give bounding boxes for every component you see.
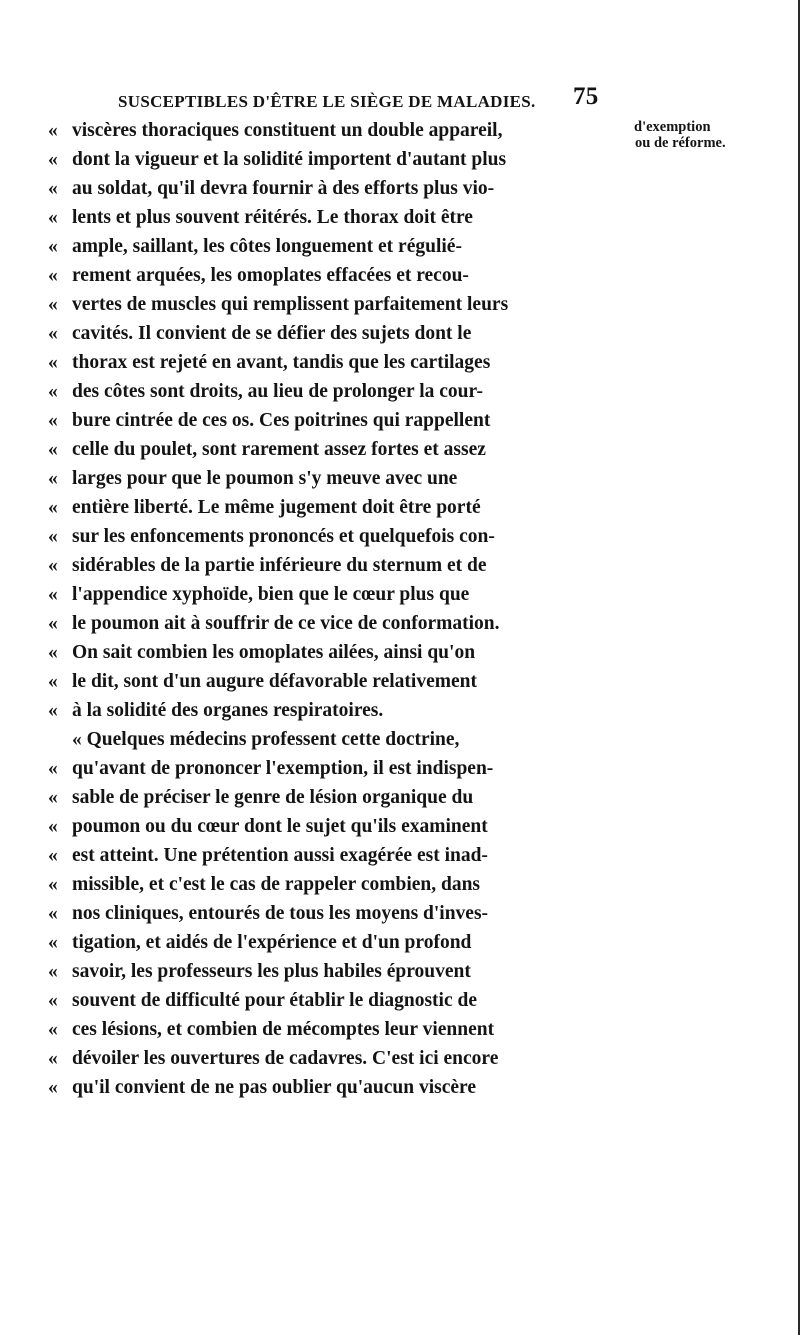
margin-note-line-1: d'exemption [634, 119, 711, 135]
quote-mark: « [48, 294, 58, 315]
line-text: ample, saillant, les côtes longuement et régulié- [72, 236, 462, 257]
text-line [48, 783, 628, 812]
line-text: On sait combien les omoplates ailées, ainsi qu'on [72, 642, 476, 663]
quote-mark: « [48, 1019, 58, 1040]
text-line [48, 841, 628, 870]
text-line [48, 522, 628, 551]
margin-note-line-2: ou de réforme. [635, 135, 726, 151]
text-line [48, 667, 628, 696]
line-text: missible, et c'est le cas de rappeler combien, dans [72, 874, 481, 895]
line-text: le dit, sont d'un augure défavorable relativement [72, 671, 477, 692]
text-line [48, 348, 628, 377]
text-line [48, 957, 628, 986]
text-line [48, 203, 628, 232]
text-line [48, 145, 628, 174]
text-line [48, 116, 628, 145]
text-line [48, 464, 628, 493]
line-text: sur les enfoncements prononcés et quelquefois con- [72, 526, 495, 547]
quote-mark: « [48, 555, 58, 576]
quote-mark: « [48, 149, 58, 170]
quote-mark: « [48, 1048, 58, 1069]
text-line [48, 551, 628, 580]
quote-mark: « [48, 874, 58, 895]
line-text: au soldat, qu'il devra fournir à des efforts plus vio- [72, 178, 495, 199]
text-line [48, 870, 628, 899]
quote-mark: « [48, 439, 58, 460]
quote-mark: « [48, 468, 58, 489]
line-text: est atteint. Une prétention aussi exagérée est inad- [72, 845, 488, 866]
page-number: 75 [573, 83, 599, 110]
line-text: dont la vigueur et la solidité importent d'autant plus [72, 149, 507, 170]
quote-mark: « [48, 1077, 58, 1098]
text-line [48, 609, 628, 638]
text-line [48, 493, 628, 522]
line-text: souvent de difficulté pour établir le diagnostic de [72, 990, 477, 1011]
line-text: thorax est rejeté en avant, tandis que les cartilages [72, 352, 491, 373]
line-text: nos cliniques, entourés de tous les moyens d'inves- [72, 903, 489, 924]
text-line [48, 377, 628, 406]
quote-mark: « [48, 758, 58, 779]
text-line [48, 1073, 628, 1102]
text-line [48, 899, 628, 928]
quote-mark: « [48, 816, 58, 837]
line-text: sable de préciser le genre de lésion organique du [72, 787, 474, 808]
line-text: qu'il convient de ne pas oublier qu'aucun viscère [72, 1077, 476, 1098]
text-line [48, 1015, 628, 1044]
text-line [48, 928, 628, 957]
text-line [48, 725, 628, 754]
text-line [48, 261, 628, 290]
quote-mark: « [48, 990, 58, 1011]
quote-mark: « [48, 584, 58, 605]
line-text: viscères thoraciques constituent un double appareil, [72, 120, 503, 141]
line-text: tigation, et aidés de l'expérience et d'un profond [72, 932, 472, 953]
quote-mark: « [48, 352, 58, 373]
line-text: dévoiler les ouvertures de cadavres. C'est ici encore [72, 1048, 499, 1069]
line-text: sidérables de la partie inférieure du sternum et de [72, 555, 487, 576]
text-line [48, 319, 628, 348]
line-text: ces lésions, et combien de mécomptes leur viennent [72, 1019, 495, 1040]
line-text: vertes de muscles qui remplissent parfaitement leurs [72, 294, 509, 315]
line-text: l'appendice xyphoïde, bien que le cœur plus que [72, 584, 470, 605]
text-line [48, 812, 628, 841]
quote-mark: « [48, 613, 58, 634]
quote-mark: « [48, 207, 58, 228]
quote-mark: « [48, 265, 58, 286]
line-text: le poumon ait à souffrir de ce vice de conformation. [72, 613, 500, 634]
quote-mark: « [48, 410, 58, 431]
body-text [48, 116, 628, 1102]
quote-mark: « [48, 178, 58, 199]
text-line [48, 406, 628, 435]
line-text: « Quelques médecins professent cette doctrine, [72, 729, 460, 750]
text-line [48, 290, 628, 319]
text-line [48, 1044, 628, 1073]
text-line [48, 435, 628, 464]
quote-mark: « [48, 526, 58, 547]
text-line [48, 638, 628, 667]
line-text: bure cintrée de ces os. Ces poitrines qui rappellent [72, 410, 491, 431]
line-text: savoir, les professeurs les plus habiles éprouvent [72, 961, 471, 982]
text-line [48, 986, 628, 1015]
quote-mark: « [48, 236, 58, 257]
quote-mark: « [48, 497, 58, 518]
line-text: rement arquées, les omoplates effacées et recou- [72, 265, 469, 286]
line-text: qu'avant de prononcer l'exemption, il est indispen- [72, 758, 494, 779]
line-text: lents et plus souvent réitérés. Le thorax doit être [72, 207, 473, 228]
line-text: cavités. Il convient de se défier des sujets dont le [72, 323, 472, 344]
quote-mark: « [48, 932, 58, 953]
line-text: larges pour que le poumon s'y meuve avec une [72, 468, 458, 489]
running-title: SUSCEPTIBLES D'ÊTRE LE SIÈGE DE MALADIES. [118, 92, 536, 111]
line-text: à la solidité des organes respiratoires. [72, 700, 384, 721]
quote-mark: « [48, 845, 58, 866]
line-text: des côtes sont droits, au lieu de prolonger la cour- [72, 381, 483, 402]
text-line [48, 696, 628, 725]
line-text: poumon ou du cœur dont le sujet qu'ils examinent [72, 816, 488, 837]
quote-mark: « [48, 787, 58, 808]
quote-mark: « [48, 642, 58, 663]
quote-mark: « [48, 700, 58, 721]
quote-mark: « [48, 671, 58, 692]
text-line [48, 174, 628, 203]
line-text: celle du poulet, sont rarement assez fortes et assez [72, 439, 486, 460]
quote-mark: « [48, 120, 58, 141]
text-line [48, 754, 628, 783]
text-line [48, 580, 628, 609]
line-text: entière liberté. Le même jugement doit être porté [72, 497, 481, 518]
text-line [48, 232, 628, 261]
quote-mark: « [48, 961, 58, 982]
quote-mark: « [48, 903, 58, 924]
quote-mark: « [48, 381, 58, 402]
quote-mark: « [48, 323, 58, 344]
